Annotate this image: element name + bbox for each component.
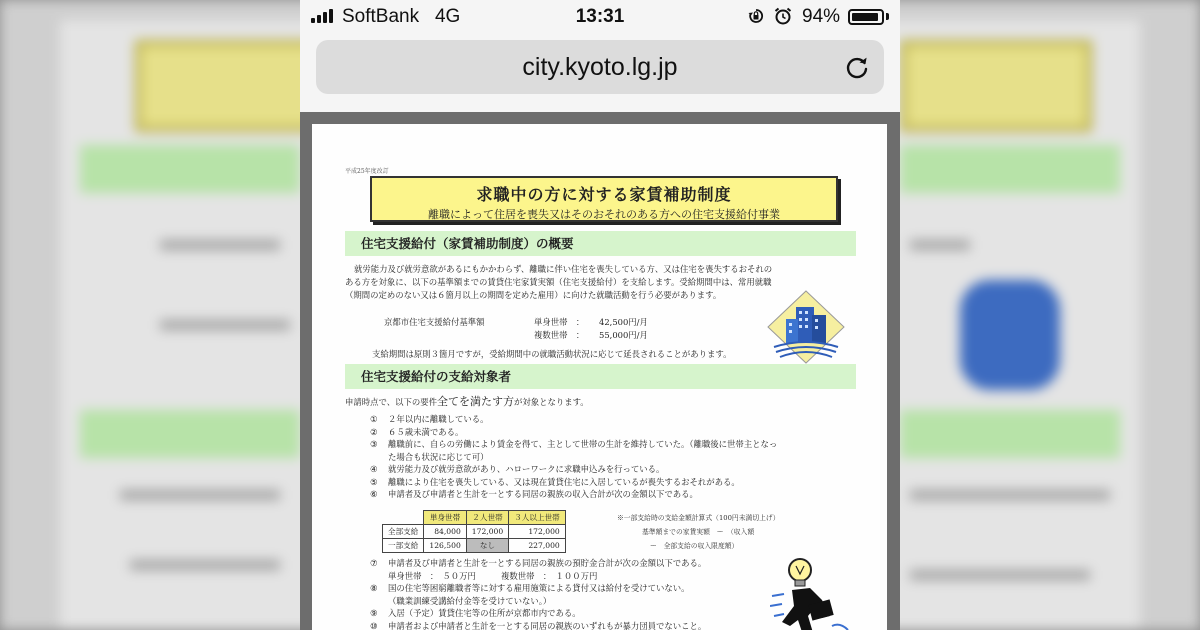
battery-fill	[852, 13, 878, 21]
requirement-item	[370, 426, 463, 439]
requirement-text: ２年以内に離職している。	[388, 414, 489, 424]
blurred-title-box-left	[135, 40, 327, 132]
requirement-item	[370, 476, 740, 489]
requirement-item	[370, 488, 698, 501]
browser-toolbar	[300, 34, 900, 112]
table-header: ３人以上世帯	[509, 511, 566, 525]
requirement-item	[370, 595, 551, 608]
url-text: city.kyoto.lg.jp	[522, 52, 678, 81]
document-subtitle: 離職によって住居を喪失又はそのおそれのある方への住宅支援給付事業	[428, 208, 780, 221]
status-bar	[300, 0, 900, 34]
requirement-number: ⑦	[370, 558, 378, 568]
network-label: 4G	[434, 6, 461, 27]
blurred-title-box-right	[900, 40, 1092, 132]
formula-note: 基準額までの家賃実額 ー （収入額	[642, 528, 755, 536]
alarm-icon	[774, 7, 792, 25]
carrier-label: SoftBank 4G	[342, 6, 461, 27]
blurred-text	[130, 560, 280, 570]
requirement-item	[370, 413, 489, 426]
requirement-number: ①	[370, 414, 378, 424]
blurred-text	[910, 490, 1110, 500]
battery-icon	[848, 9, 884, 25]
clock: 13:31	[575, 6, 625, 27]
blurred-text	[910, 240, 970, 250]
overview-line: 就労能力及び就労意欲があるにもかかわらず、離職に伴い住宅を喪失している方、又は住宅を喪失するおそれの	[354, 264, 773, 274]
requirement-text: 就労能力及び就労意欲があり、ハローワークに求職申込みを行っている。	[388, 464, 665, 474]
title-box	[370, 176, 838, 222]
requirement-text: （職業訓練受講給付金等を受けていない。）	[388, 595, 552, 606]
requirement-text: 離職前に、自らの労働により賃金を得て、主として世帯の生計を維持していた。（離職後に世帯主となっ	[388, 439, 778, 449]
requirement-item	[370, 438, 777, 451]
requirement-text: 入居（予定）賃貸住宅等の住所が京都市内である。	[388, 608, 581, 618]
requirement-item	[370, 620, 706, 630]
requirement-item	[370, 463, 664, 476]
battery-tip	[886, 13, 889, 20]
phone-screen	[300, 0, 900, 630]
formula-note: ※一部支給時の支給金額計算式（100円未満切上げ）	[617, 514, 780, 522]
requirement-item	[370, 570, 597, 583]
requirement-text: 単身世帯 ： ５０万円 複数世帯 ： １００万円	[388, 570, 598, 581]
multi-household-label: 複数世帯 ：	[534, 330, 585, 340]
requirement-item	[370, 607, 581, 620]
reload-icon[interactable]	[844, 54, 870, 80]
requirement-number: ⑩	[370, 620, 378, 630]
requirement-number: ④	[370, 464, 378, 474]
requirement-text: 離職により住宅を喪失している、又は現在賃貸住宅に入居しているが喪失するおそれがある。	[388, 476, 740, 487]
requirement-number: ⑨	[370, 608, 378, 618]
requirement-text: ６５歳未満である。	[388, 426, 464, 437]
income-limit-table	[382, 510, 566, 553]
section-heading-eligibility: 住宅支援給付の支給対象者	[345, 364, 856, 389]
standard-amount-label: 京都市住宅支援給付基準額	[384, 317, 485, 327]
requirement-item	[370, 451, 489, 464]
pdf-document[interactable]	[312, 124, 887, 630]
blurred-building-image	[960, 280, 1060, 390]
table-row: 一部支給 126,500 なし 227,000	[383, 539, 566, 553]
requirement-item	[370, 582, 690, 595]
blurred-text	[120, 490, 280, 500]
single-household-amount: 42,500円/月	[599, 317, 648, 327]
blurred-text	[160, 320, 290, 330]
blurred-text	[910, 570, 1090, 580]
formula-note: ー 全部支給の収入限度額）	[650, 542, 739, 550]
address-bar[interactable]	[316, 40, 884, 94]
requirement-number: ⑤	[370, 476, 378, 487]
blurred-section-left-2	[80, 410, 300, 458]
multi-household-amount: 55,000円/月	[599, 330, 648, 340]
blurred-text	[160, 240, 280, 250]
lightbulb-person-illustration	[770, 556, 850, 630]
requirement-text: た場合も状況に応じて可）	[388, 451, 489, 462]
requirement-number: ⑧	[370, 583, 378, 593]
blurred-section-left	[80, 145, 300, 193]
building-illustration	[766, 289, 846, 364]
requirement-item	[370, 557, 706, 570]
blurred-section-right-2	[900, 410, 1120, 458]
requirement-text: 申請者及び申請者と生計を一とする同居の親族の収入合計が次の金額以下である。	[388, 489, 698, 499]
eligibility-intro: 申請時点で、以下の要件全てを満たす方が対象となります。	[345, 395, 589, 408]
section-heading-overview: 住宅支援給付（家賃補助制度）の概要	[345, 231, 856, 256]
requirement-number: ⑥	[370, 489, 378, 499]
requirement-text: 申請者及び申請者と生計を一とする同居の親族の預貯金合計が次の金額以下である。	[388, 558, 707, 568]
rotation-lock-icon	[748, 8, 764, 24]
single-household-label: 単身世帯 ：	[534, 317, 585, 327]
table-row: 全部支給 84,000 172,000 172,000	[383, 525, 566, 539]
overview-line: ある方を対象に、以下の基準額までの賃貸住宅家賃実額（住宅支援給付）を支給します。受給期間中は、常用就職	[345, 277, 772, 287]
requirement-number: ③	[370, 439, 378, 449]
blurred-section-right	[900, 145, 1120, 193]
battery-percentage: 94%	[802, 6, 841, 27]
requirement-number: ②	[370, 426, 378, 437]
document-date: 平成25年度改訂	[345, 168, 389, 175]
overview-line: （期間の定めのない又は６箇月以上の期間を定めた雇用）に向けた就職活動を行う必要があります。	[345, 290, 722, 300]
table-header: 単身世帯	[424, 511, 466, 525]
requirement-text: 国の住宅等困窮離職者等に対する雇用施策による貸付又は給付を受けていない。	[388, 583, 690, 593]
payment-period-note: 支給期間は原則３箇月ですが，受給期間中の就職活動状況に応じて延長されることがあります。	[372, 349, 732, 359]
table-header: ２人世帯	[466, 511, 508, 525]
document-title: 求職中の方に対する家賃補助制度	[476, 185, 732, 204]
requirement-text: 申請者および申請者と生計を一とする同居の親族のいずれもが暴力団員でないこと。	[388, 620, 707, 630]
